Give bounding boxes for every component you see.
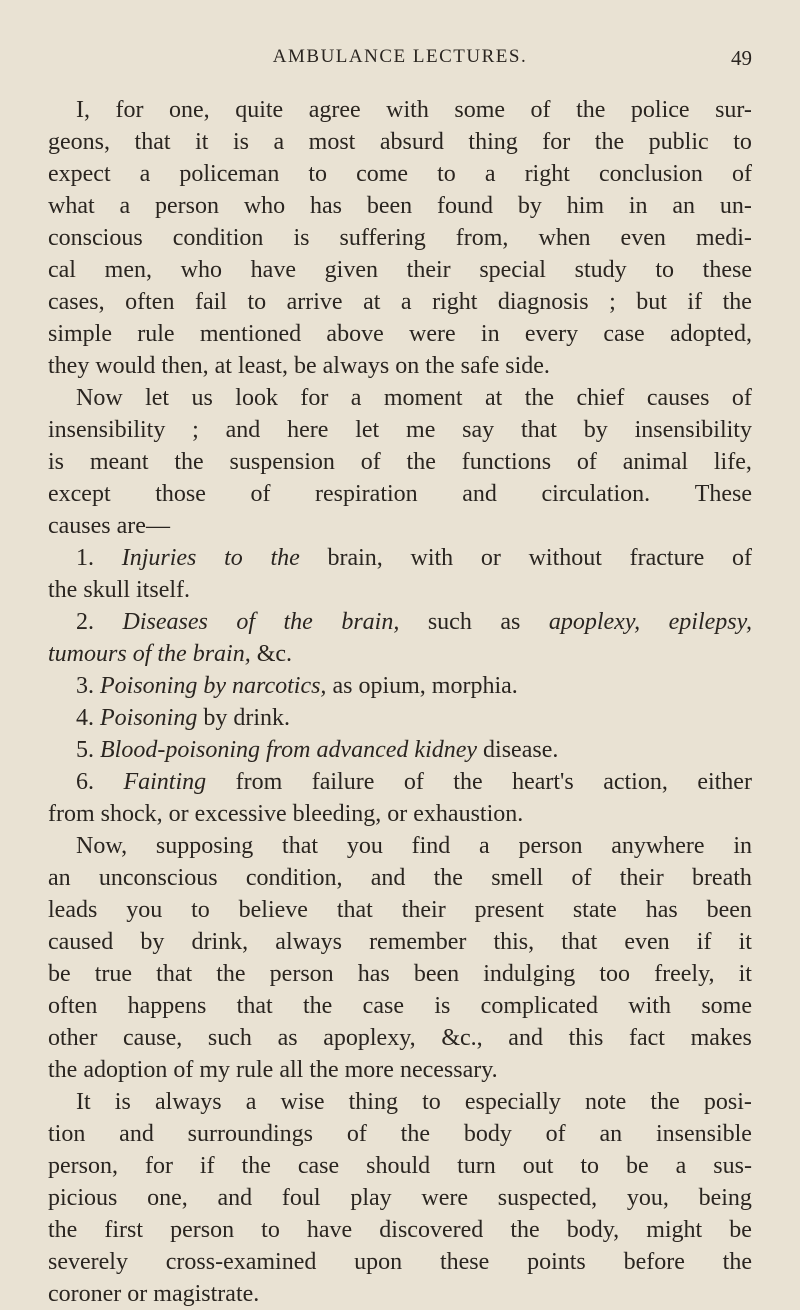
text-line: Now let us look for a moment at the chief causes of	[76, 385, 752, 411]
text-line: 6. Fainting from failure of the heart's action, either	[76, 769, 752, 795]
body-text	[48, 94, 752, 1310]
text-line: causes are—	[48, 513, 170, 539]
text-line: It is always a wise thing to especially note the posi-	[76, 1089, 752, 1115]
text-line: other cause, such as apoplexy, &c., and this fact makes	[48, 1025, 752, 1051]
text-line: Now, supposing that you find a person anywhere in	[76, 833, 752, 859]
text-line: I, for one, quite agree with some of the police sur-	[76, 97, 752, 123]
text-line: expect a policeman to come to a right conclusion of	[48, 161, 752, 187]
text-line: caused by drink, always remember this, that even if it	[48, 929, 752, 955]
text-line: what a person who has been found by him in an un-	[48, 193, 752, 219]
text-line: leads you to believe that their present state has been	[48, 897, 752, 923]
text-line: 1. Injuries to the brain, with or without fracture of	[76, 545, 752, 571]
text-line: be true that the person has been indulging too freely, it	[48, 961, 752, 987]
text-line: 4. Poisoning by drink.	[76, 705, 291, 731]
text-line: tion and surroundings of the body of an insensible	[48, 1121, 752, 1147]
text-line: simple rule mentioned above were in every case adopted,	[48, 321, 752, 347]
text-line: conscious condition is suffering from, when even medi-	[48, 225, 752, 251]
text-line: is meant the suspension of the functions of animal life,	[48, 449, 752, 475]
text-line: 5. Blood-poisoning from advanced kidney disease.	[76, 737, 559, 763]
text-line: the adoption of my rule all the more necessary.	[48, 1057, 498, 1083]
text-line: except those of respiration and circulation. These	[48, 481, 752, 507]
text-line: 3. Poisoning by narcotics, as opium, morphia.	[76, 673, 518, 699]
text-line: cases, often fail to arrive at a right diagnosis ; but if the	[48, 289, 752, 315]
text-line: severely cross-examined upon these points before the	[48, 1249, 752, 1275]
text-line: coroner or magistrate.	[48, 1281, 260, 1307]
text-line: person, for if the case should turn out to be a sus-	[48, 1153, 752, 1179]
text-line: insensibility ; and here let me say that by insensibility	[48, 417, 752, 443]
text-line: from shock, or excessive bleeding, or exhaustion.	[48, 801, 524, 827]
text-line: the first person to have discovered the body, might be	[48, 1217, 752, 1243]
text-line: an unconscious condition, and the smell of their breath	[48, 865, 752, 891]
text-line: cal men, who have given their special study to these	[48, 257, 752, 283]
text-line: 2. Diseases of the brain, such as apoplexy, epilepsy,	[76, 609, 752, 635]
text-line: often happens that the case is complicated with some	[48, 993, 752, 1019]
text-line: the skull itself.	[48, 577, 191, 603]
text-line: geons, that it is a most absurd thing for the public to	[48, 129, 752, 155]
running-head	[48, 46, 752, 76]
text-line: tumours of the brain, &c.	[48, 641, 293, 667]
text-line: picious one, and foul play were suspected, you, being	[48, 1185, 752, 1211]
running-title: AMBULANCE LECTURES.	[272, 46, 528, 67]
page-number: 49	[731, 46, 752, 70]
text-line: they would then, at least, be always on the safe side.	[48, 353, 550, 379]
